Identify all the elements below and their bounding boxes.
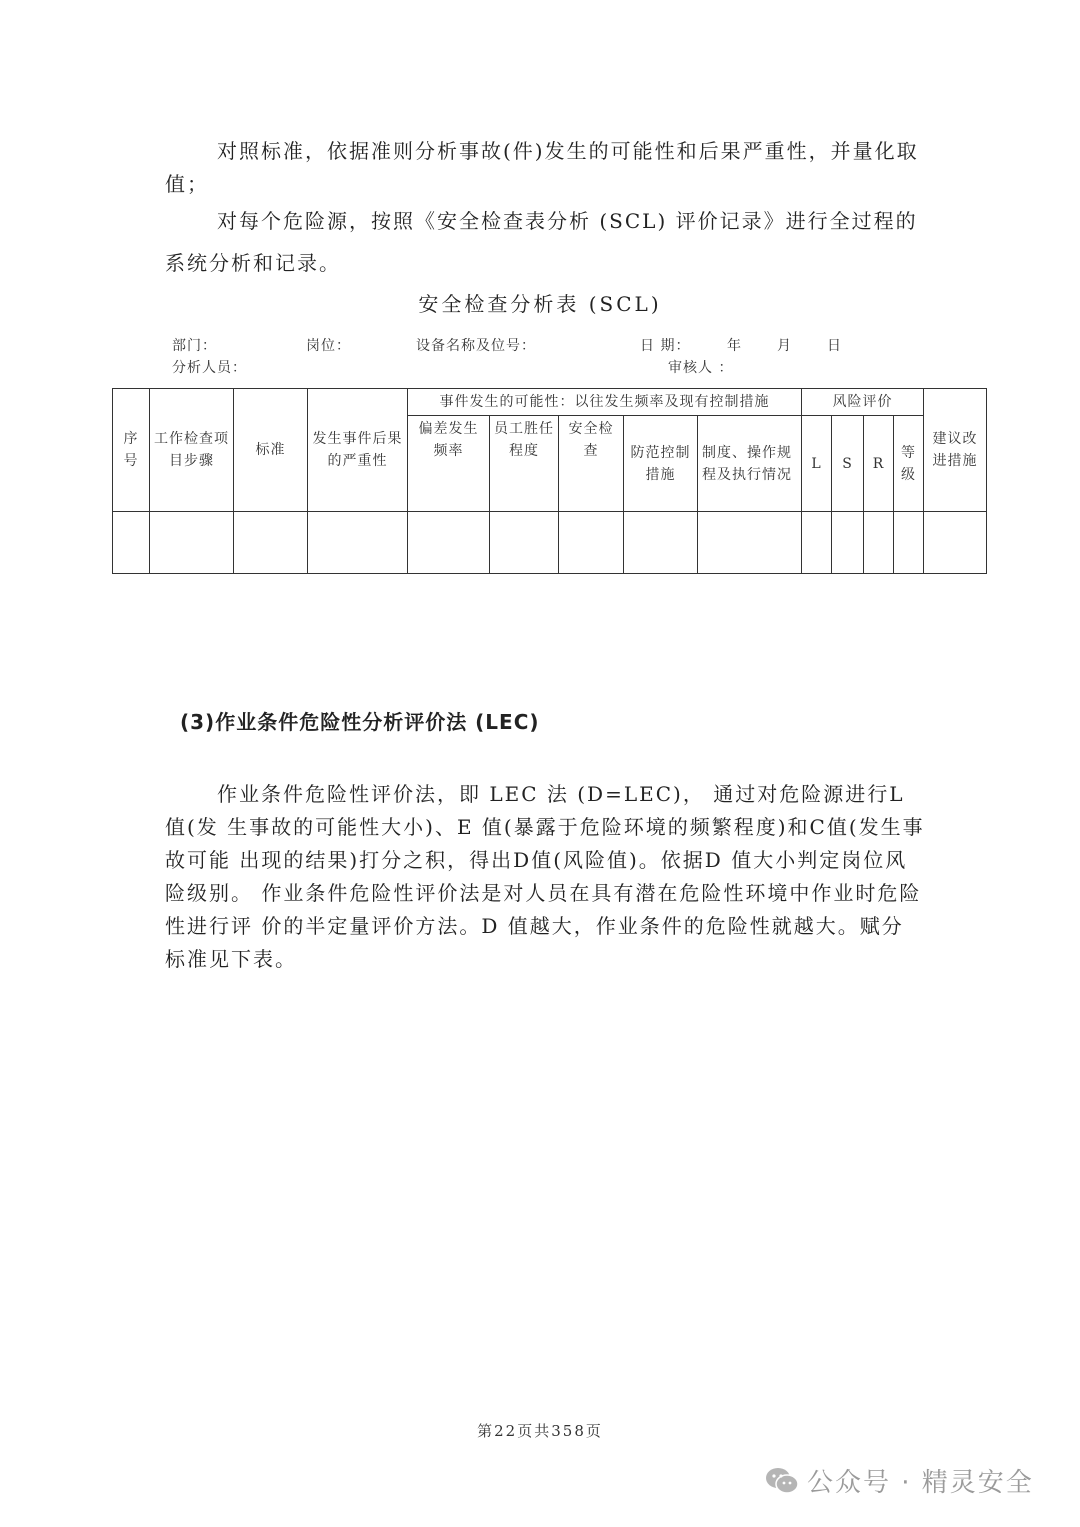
meta-position: 岗位： [306,338,351,354]
meta-month: 月 [777,338,792,354]
meta-reviewer: 审核人 ： [668,360,734,376]
meta-year: 年 [727,338,742,354]
header-R: R [864,416,894,512]
header-procedures: 制度、操作规程及执行情况 [698,416,802,512]
header-competence: 员工胜任程度 [490,416,559,512]
header-possibility-group: 事件发生的可能性：以往发生频率及现有控制措施 [408,389,802,416]
table-cell [624,512,698,574]
table-cell [150,512,234,574]
table-title: 安全检查分析表 (SCL) [418,292,662,316]
header-standard: 标准 [234,389,308,512]
table-cell [490,512,559,574]
table-cell [924,512,987,574]
meta-equipment: 设备名称及位号： [416,338,536,354]
header-S: S [832,416,864,512]
paragraph-scl-record: 对每个危险源，按照《安全检查表分析 (SCL) 评价记录》进行全过程的系统分析和记录。 [165,209,918,275]
header-deviation: 偏差发生频率 [408,416,490,512]
meta-day: 日 [827,338,842,354]
header-grade: 等级 [894,416,924,512]
watermark-text: 公众号 · 精灵安全 [807,1468,1034,1498]
table-cell [698,512,802,574]
meta-date-label: 日 期： [640,338,691,354]
table-cell [113,512,150,574]
meta-department: 部门： [172,338,217,354]
table-cell [894,512,924,574]
paragraph-criteria: 对照标准，依据准则分析事故(件)发生的可能性和后果严重性，并量化取值； [165,139,919,196]
paragraph-lec: 作业条件危险性评价法，即 LEC 法 (D=LEC)， 通过对危险源进行L 值(发 生事故的可能性大小)、E 值(暴露于危险环境的频繁程度)和C值(发生事故可能 出现的结果)打分之积，得出D值(风险值)。依据D 值大小判定岗位风险级别。 作业条件危险性评价法是对人员在具有潜在危险性环境中作业时危险性进行评 价的半定量评价方法。D 值越大，作业条件的危险性就越大。赋分标准见下表。 [165,782,925,971]
table-row [113,512,987,574]
header-L: L [802,416,832,512]
header-suggestion: 建议改进措施 [924,389,987,512]
table-cell [864,512,894,574]
table-cell [408,512,490,574]
table-cell [308,512,408,574]
header-prevention: 防范控制措施 [624,416,698,512]
header-risk-group: 风险评价 [802,389,924,416]
meta-analyst: 分析人员： [172,360,247,376]
header-seq: 序号 [113,389,150,512]
table-cell [559,512,624,574]
section-heading: (3)作业条件危险性分析评价法 (LEC) [180,710,540,734]
page-number: 第22页共358页 [477,1422,603,1440]
scl-table [112,388,987,574]
table-cell [234,512,308,574]
table-cell [832,512,864,574]
header-safety-check: 安全检查 [559,416,624,512]
watermark [765,1462,1034,1499]
table-cell [802,512,832,574]
header-step: 工作检查项目步骤 [150,389,234,512]
header-severity: 发生事件后果的严重性 [308,389,408,512]
wechat-icon [765,1466,799,1496]
